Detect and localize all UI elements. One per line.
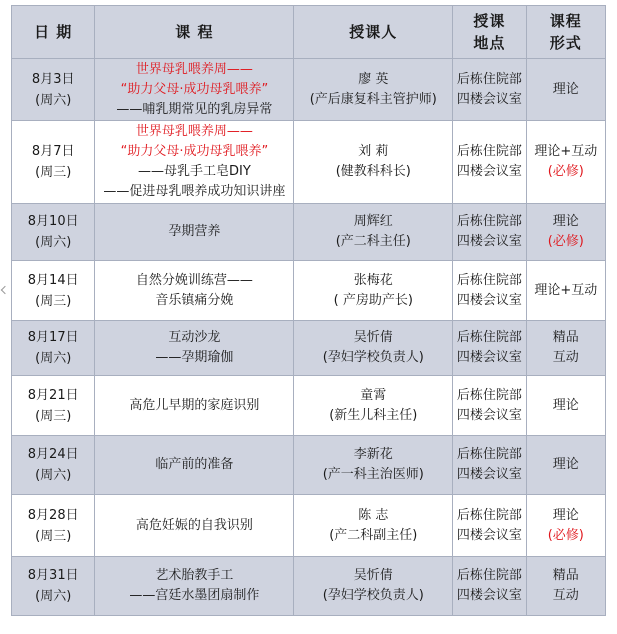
- table-row: [12, 261, 606, 321]
- form-cell: [526, 436, 605, 495]
- teacher-cell: [294, 261, 453, 321]
- course-line: 自然分娩训练营——: [135, 272, 253, 288]
- place-line: 四楼会议室: [456, 234, 522, 249]
- place-cell: [453, 376, 526, 436]
- weekday-text: (周六): [35, 351, 72, 366]
- teacher-cell: [294, 321, 453, 376]
- teacher-title: (产后康复科主管护师): [309, 91, 437, 107]
- date-text: 8月17日: [27, 330, 79, 345]
- date-cell: [12, 495, 95, 557]
- date-text: 8月3日: [31, 71, 75, 87]
- form-line: 理论+互动: [534, 144, 598, 159]
- teacher-name: 刘 莉: [358, 144, 389, 159]
- schedule-body: [12, 59, 606, 616]
- teacher-title: (产一科主治医师): [322, 467, 424, 482]
- required-badge: (必修): [547, 164, 584, 179]
- date-cell: [12, 261, 95, 321]
- course-cell: [95, 121, 294, 204]
- teacher-title: (新生儿科主任): [329, 407, 418, 423]
- teacher-name: 吴忻倩: [353, 568, 393, 583]
- place-line: 后栋住院部: [456, 144, 522, 159]
- form-cell: [526, 557, 605, 616]
- place-cell: [453, 321, 526, 376]
- weekday-text: (周三): [35, 165, 72, 180]
- teacher-title: (产二科主任): [335, 234, 411, 249]
- teacher-name: 童霄: [360, 387, 387, 403]
- course-line: ——促进母乳喂养成功知识讲座: [103, 184, 286, 199]
- course-cell: [95, 261, 294, 321]
- teacher-cell: [294, 59, 453, 121]
- page-edge-mark: [1, 286, 9, 294]
- course-cell: [95, 204, 294, 261]
- course-line: 艺术胎教手工: [155, 568, 234, 583]
- form-line: 理论: [552, 214, 579, 229]
- course-cell: [95, 436, 294, 495]
- form-line: 理论+互动: [534, 282, 598, 298]
- place-cell: [453, 261, 526, 321]
- course-line: 互动沙龙: [168, 330, 221, 345]
- table-row: [12, 436, 606, 495]
- teacher-name: 周辉红: [353, 214, 393, 229]
- form-line: 精品: [552, 330, 579, 345]
- place-line: 四楼会议室: [456, 91, 522, 107]
- teacher-title: (孕妇学校负责人): [322, 588, 424, 603]
- weekday-text: (周六): [35, 235, 72, 250]
- table-row: [12, 376, 606, 436]
- table-row: [12, 204, 606, 261]
- place-line: 四楼会议室: [456, 407, 522, 423]
- teacher-cell: [294, 495, 453, 557]
- teacher-cell: [294, 376, 453, 436]
- form-cell: [526, 204, 605, 261]
- course-line: “助力父母·成功母乳喂养”: [120, 81, 269, 97]
- date-cell: [12, 376, 95, 436]
- course-line: 高危妊娠的自我识别: [135, 517, 253, 533]
- teacher-name: 张梅花: [353, 272, 393, 288]
- place-line: 后栋住院部: [456, 568, 522, 583]
- weekday-text: (周三): [35, 293, 72, 309]
- table-row: [12, 495, 606, 557]
- date-text: 8月7日: [31, 144, 75, 159]
- course-line: 临产前的准备: [155, 457, 234, 472]
- header-date: 日 期: [12, 6, 95, 59]
- header-row: [12, 6, 606, 59]
- form-line: 理论: [552, 81, 579, 97]
- required-badge: (必修): [547, 527, 584, 543]
- table-row: [12, 59, 606, 121]
- course-line: ——宫廷水墨团扇制作: [129, 588, 260, 603]
- place-line: 后栋住院部: [456, 447, 522, 462]
- weekday-text: (周六): [35, 92, 72, 108]
- date-cell: [12, 121, 95, 204]
- date-cell: [12, 59, 95, 121]
- teacher-name: 李新花: [353, 447, 393, 462]
- teacher-name: 廖 英: [358, 71, 389, 87]
- course-line: 高危儿早期的家庭识别: [129, 397, 260, 413]
- weekday-text: (周六): [35, 589, 72, 604]
- course-line: 音乐镇痛分娩: [155, 292, 234, 308]
- date-text: 8月14日: [27, 272, 79, 288]
- place-line: 四楼会议室: [456, 350, 522, 365]
- form-line: 理论: [552, 457, 579, 472]
- teacher-name: 吴忻倩: [353, 330, 393, 345]
- course-line: “助力父母·成功母乳喂养”: [120, 144, 269, 159]
- course-line: 世界母乳喂养周——: [135, 124, 253, 139]
- course-cell: [95, 557, 294, 616]
- table-row: [12, 321, 606, 376]
- date-text: 8月21日: [27, 387, 79, 403]
- course-line: ——哺乳期常见的乳房异常: [116, 101, 273, 117]
- date-text: 8月31日: [27, 568, 79, 583]
- place-cell: [453, 121, 526, 204]
- form-cell: [526, 495, 605, 557]
- date-cell: [12, 204, 95, 261]
- teacher-cell: [294, 121, 453, 204]
- course-line: ——母乳手工皂DIY: [138, 164, 251, 179]
- form-line: 理论: [552, 507, 579, 523]
- place-line: 后栋住院部: [456, 214, 522, 229]
- place-cell: [453, 495, 526, 557]
- form-cell: [526, 261, 605, 321]
- course-schedule-table: [11, 5, 606, 616]
- form-cell: [526, 321, 605, 376]
- place-line: 后栋住院部: [456, 71, 522, 87]
- course-cell: [95, 495, 294, 557]
- course-line: 孕期营养: [168, 224, 221, 239]
- course-cell: [95, 59, 294, 121]
- teacher-cell: [294, 436, 453, 495]
- form-cell: [526, 376, 605, 436]
- required-badge: (必修): [547, 234, 584, 249]
- form-cell: [526, 59, 605, 121]
- place-cell: [453, 204, 526, 261]
- form-line: 互动: [552, 350, 579, 365]
- place-cell: [453, 557, 526, 616]
- place-line: 四楼会议室: [456, 467, 522, 482]
- table-row: [12, 557, 606, 616]
- teacher-title: (健教科科长): [335, 164, 411, 179]
- place-line: 四楼会议室: [456, 164, 522, 179]
- place-cell: [453, 436, 526, 495]
- place-line: 后栋住院部: [456, 387, 522, 403]
- teacher-title: ( 产房助产长): [333, 292, 413, 308]
- date-cell: [12, 557, 95, 616]
- header-course: 课 程: [95, 6, 294, 59]
- teacher-title: (产二科副主任): [329, 527, 418, 543]
- teacher-title: (孕妇学校负责人): [322, 350, 424, 365]
- course-line: ——孕期瑜伽: [155, 350, 234, 365]
- place-line: 四楼会议室: [456, 527, 522, 543]
- date-text: 8月28日: [27, 507, 79, 523]
- weekday-text: (周六): [35, 468, 72, 483]
- place-line: 后栋住院部: [456, 507, 522, 523]
- date-cell: [12, 321, 95, 376]
- form-cell: [526, 121, 605, 204]
- place-line: 后栋住院部: [456, 272, 522, 288]
- form-line: 互动: [552, 588, 579, 603]
- weekday-text: (周三): [35, 528, 72, 544]
- date-text: 8月24日: [27, 447, 79, 462]
- table-row: [12, 121, 606, 204]
- header-place: 授课 地点: [453, 6, 526, 59]
- place-cell: [453, 59, 526, 121]
- course-cell: [95, 376, 294, 436]
- date-text: 8月10日: [27, 214, 79, 229]
- place-line: 后栋住院部: [456, 330, 522, 345]
- place-line: 四楼会议室: [456, 588, 522, 603]
- teacher-name: 陈 志: [358, 507, 389, 523]
- weekday-text: (周三): [35, 408, 72, 424]
- header-form: 课程 形式: [526, 6, 605, 59]
- teacher-cell: [294, 204, 453, 261]
- course-cell: [95, 321, 294, 376]
- form-line: 理论: [552, 397, 579, 413]
- date-cell: [12, 436, 95, 495]
- header-teacher: 授课人: [294, 6, 453, 59]
- teacher-cell: [294, 557, 453, 616]
- form-line: 精品: [552, 568, 579, 583]
- course-line: 世界母乳喂养周——: [135, 61, 253, 77]
- place-line: 四楼会议室: [456, 292, 522, 308]
